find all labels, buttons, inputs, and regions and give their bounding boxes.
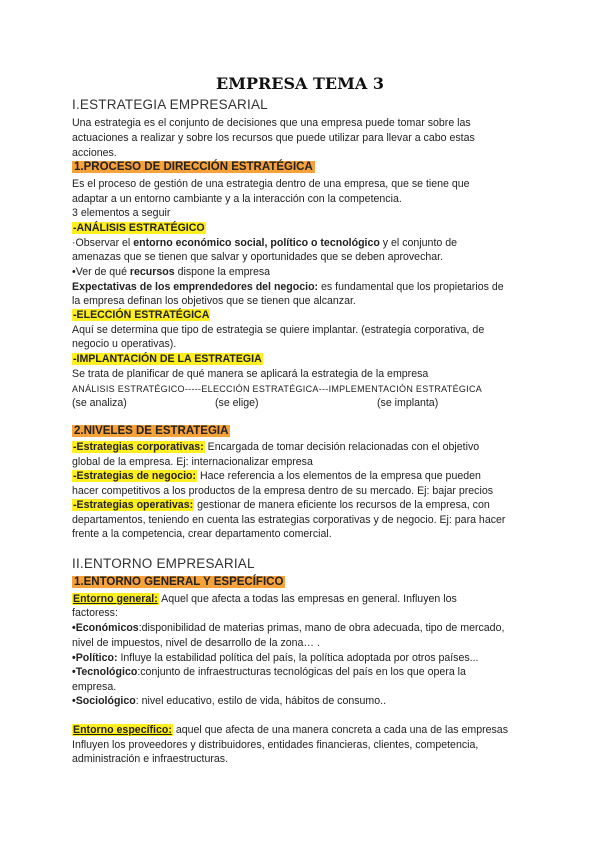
niveles-line: global de la empresa. Ej: internacionalizar empresa <box>72 456 313 468</box>
niveles-line: frente a la competencia, crear departamento comercial. <box>72 528 332 540</box>
subheading-proceso: 1.PROCESO DE DIRECCIÓN ESTRATÉGICA <box>74 161 313 173</box>
flow-caption: (se analiza) <box>72 397 127 409</box>
entorno-line: Entorno general: Aquel que afecta a todas las empresas en general. Influyen los <box>73 593 457 605</box>
entorno-line: factoress: <box>72 607 118 619</box>
paragraph-line: adaptar a un entorno cambiante y a la interacción con la competencia. <box>72 193 402 205</box>
heading-eleccion: -ELECCIÓN ESTRATÉGICA <box>73 309 210 321</box>
heading-implantacion: -IMPLANTACIÓN DE LA ESTRATEGIA <box>73 353 262 365</box>
intro-line: Una estrategia es el conjunto de decisiones que una empresa puede tomar sobre las <box>72 117 471 129</box>
strategy-flow: ANÁLISIS ESTRATÉGICO-----ELECCIÓN ESTRATÉGICA---IMPLEMENTACIÓN ESTRATÉGICA <box>72 384 483 394</box>
subheading-niveles: 2.NIVELES DE ESTRATEGIA <box>74 425 229 437</box>
niveles-line: departamentos, teniendo en cuenta las estrategias corporativas y de negocio. Ej: para hacer <box>72 514 506 526</box>
niveles-line: -Estrategias de negocio: Hace referencia a los elementos de la empresa que pueden <box>73 470 481 482</box>
niveles-line: hacer competitivos a los productos de la empresa dentro de su mercado. Ej: bajar precios <box>72 485 494 497</box>
eleccion-line: Aquí se determina que tipo de estrategia se quiere implantar. (estrategia corporativa, de <box>72 324 485 336</box>
analisis-line: •Ver de qué recursos dispone la empresa <box>72 266 271 278</box>
section-heading-estrategia: I.ESTRATEGIA EMPRESARIAL <box>72 97 268 112</box>
entorno-line: •Político: Influye la estabilidad política del país, la política adoptada por otros países... <box>72 652 479 664</box>
entorno-line: Influyen los proveedores y distribuidores, entidades financieras, clientes, competencia, <box>72 739 479 751</box>
paragraph-line: 3 elementos a seguir <box>72 207 171 219</box>
intro-line: acciones. <box>72 147 117 159</box>
entorno-line: empresa. <box>72 681 117 693</box>
page-title: EMPRESA TEMA 3 <box>216 74 384 93</box>
eleccion-line: negocio u operativas). <box>72 338 177 350</box>
entorno-line: nivel de impuestos, nivel de desarrollo de la zona… . <box>72 637 320 649</box>
entorno-line: •Sociológico: nivel educativo, estilo de vida, hábitos de consumo.. <box>72 695 387 707</box>
subheading-entorno-general: 1.ENTORNO GENERAL Y ESPECÍFICO <box>74 576 284 588</box>
heading-analisis: -ANÁLISIS ESTRATÉGICO <box>73 222 205 234</box>
entorno-line: •Tecnológico:conjunto de infraestructuras tecnológicas del país en los que opera la <box>72 666 466 678</box>
implantacion-line: Se trata de planificar de qué manera se aplicará la estrategia de la empresa <box>72 368 429 380</box>
analisis-line: Expectativas de los emprendedores del negocio: es fundamental que los propietarios de <box>72 281 504 293</box>
flow-caption: (se elige) <box>215 397 259 409</box>
entorno-line: Entorno específico: aquel que afecta de una manera concreta a cada una de las empresas <box>73 724 508 736</box>
entorno-line: administración e infraestructuras. <box>72 753 229 765</box>
analisis-line: la empresa definan los objetivos que se tienen que alcanzar. <box>72 295 356 307</box>
analisis-line: ·Observar el entorno económico social, político o tecnológico y el conjunto de <box>72 237 458 249</box>
intro-line: actuaciones a realizar y sobre los recursos que puede utilizar para llevar a cabo estas <box>72 132 475 144</box>
niveles-line: -Estrategias operativas: gestionar de manera eficiente los recursos de la empresa, con <box>73 499 490 511</box>
paragraph-line: Es el proceso de gestión de una estrategia dentro de una empresa, que se tiene que <box>72 178 470 190</box>
niveles-line: -Estrategias corporativas: Encargada de tomar decisión relacionadas con el objetivo <box>73 441 480 453</box>
flow-caption: (se implanta) <box>377 397 439 409</box>
section-heading-entorno: II.ENTORNO EMPRESARIAL <box>72 556 255 571</box>
entorno-line: •Económicos:disponibilidad de materias primas, mano de obra adecuada, tipo de mercado, <box>72 622 505 634</box>
analisis-line: amenazas que se tienen que salvar y oportunidades que se deben aprovechar. <box>72 251 444 263</box>
